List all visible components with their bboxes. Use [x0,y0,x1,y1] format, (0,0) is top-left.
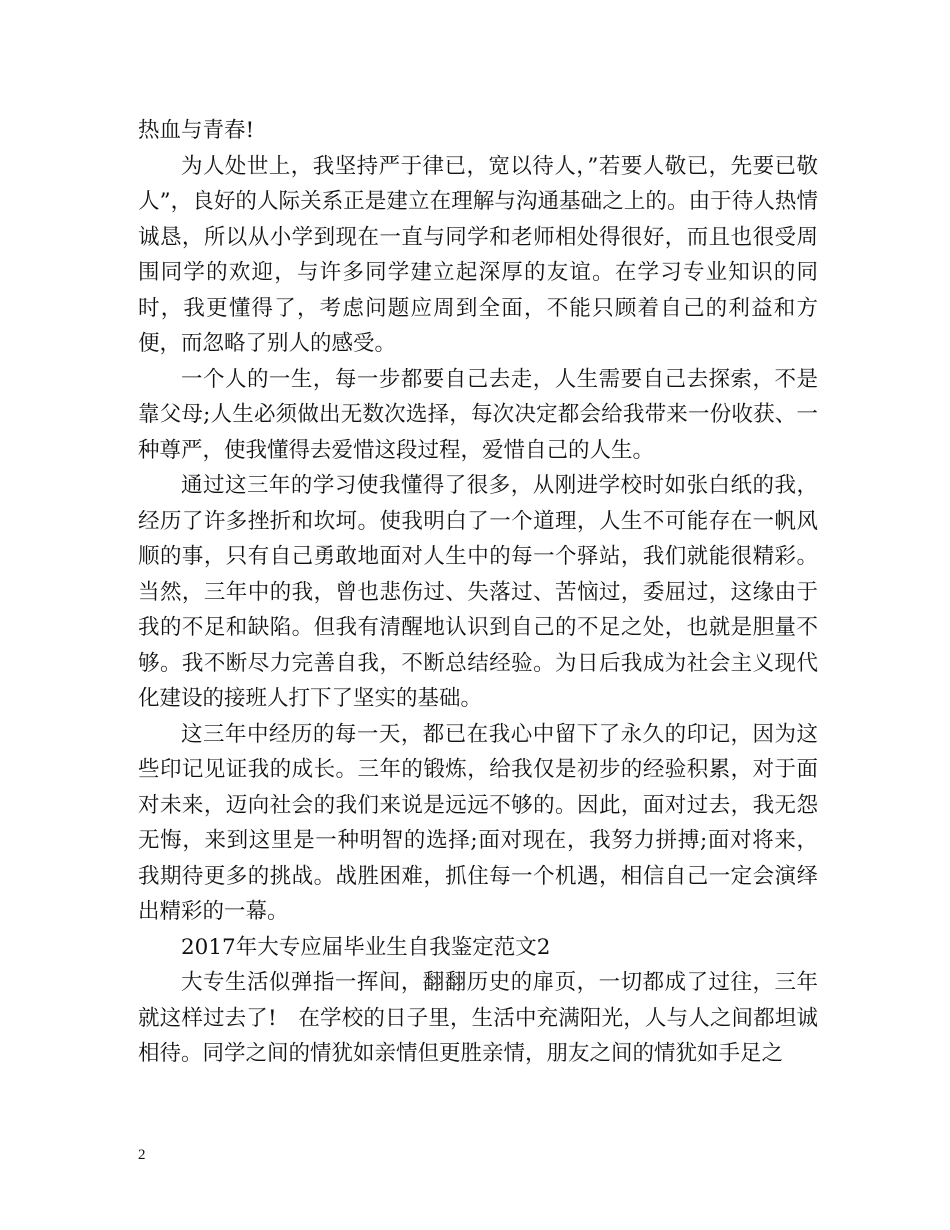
paragraph-continuation: 热血与青春! [138,118,255,143]
paragraph-college-life: 大专生活似弹指一挥间，翻翻历史的扉页，一切都成了过往，三年就这样过去了! 在学校的日子里，生活中充满阳光，人与人之间都坦诚相待。同学之间的情犹如亲情但更胜亲情，朋友之间的情犹如手足之 [138,970,818,1066]
page-number: 2 [138,1147,146,1163]
paragraph-life-choices: 一个人的一生，每一步都要自己去走，人生需要自己去探索，不是靠父母;人生必须做出无数次选择，每次决定都会给我带来一份收获、一种尊严，使我懂得去爱惜这段过程，爱惜自己的人生。 [138,366,818,463]
paragraph-growth-memories: 这三年中经历的每一天，都已在我心中留下了永久的印记，因为这些印记见证我的成长。三年的锻炼，给我仅是初步的经验积累，对于面对未来，迈向社会的我们来说是远远不够的。因此，面对过去，我无怨无悔，来到这里是一种明智的选择;面对现在，我努力拼搏;面对将来，我期待更多的挑战。战胜困难，抓住每一个机遇，相信自己一定会演绎出精彩的一幕。 [138,721,818,924]
section-heading-sample-2: 2017年大专应届毕业生自我鉴定范文2 [181,934,551,960]
document-body [138,113,818,1072]
paragraph-three-years-learning: 通过这三年的学习使我懂得了很多，从刚进学校时如张白纸的我，经历了许多挫折和坎坷。使我明白了一个道理，人生不可能存在一帆风顺的事，只有自己勇敢地面对人生中的每一个驿站，我们就能很精彩。当然，三年中的我，曾也悲伤过、失落过、苦恼过，委屈过，这缘由于我的不足和缺陷。但我有清醒地认识到自己的不足之处，也就是胆量不够。我不断尽力完善自我，不断总结经验。为日后我成为社会主义现代化建设的接班人打下了坚实的基础。 [138,473,818,711]
paragraph-interpersonal: 为人处世上，我坚持严于律已，宽以待人，”若要人敬已，先要已敬人”，良好的人际关系正是建立在理解与沟通基础之上的。由于待人热情诚恳，所以从小学到现在一直与同学和老师相处得很好，而且也很受周围同学的欢迎，与许多同学建立起深厚的友谊。在学习专业知识的同时，我更懂得了，考虑问题应周到全面，不能只顾着自己的利益和方便，而忽略了别人的感受。 [138,153,818,356]
